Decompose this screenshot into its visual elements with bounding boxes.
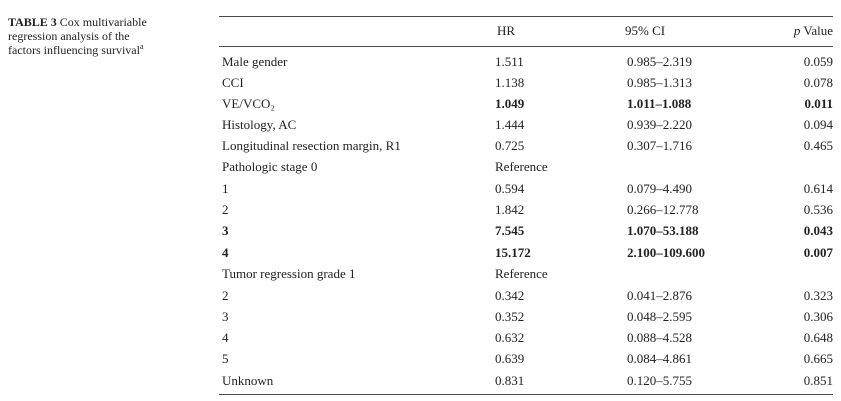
row-label: Pathologic stage 0	[222, 159, 318, 174]
row-p: 0.059	[803, 54, 833, 69]
row-label: Male gender	[222, 54, 288, 69]
row-ci: 0.079–4.490	[627, 181, 692, 196]
row-ci: 0.041–2.876	[627, 288, 692, 303]
row-hr: Reference	[495, 266, 548, 281]
row-label: 2	[222, 202, 229, 217]
table-header-row	[219, 20, 833, 41]
table-row	[219, 263, 833, 284]
row-label: 3	[222, 309, 229, 324]
row-label: 5	[222, 351, 229, 366]
row-ci: 1.011–1.088	[627, 96, 692, 111]
row-ci: 0.088–4.528	[627, 330, 692, 345]
row-p: 0.665	[803, 351, 833, 366]
row-p: 0.851	[803, 373, 833, 388]
row-hr: 0.725	[495, 138, 525, 153]
row-p: 0.465	[803, 138, 833, 153]
row-p: 0.536	[803, 202, 833, 217]
row-ci: 0.939–2.220	[627, 117, 692, 132]
row-ci: 0.048–2.595	[627, 309, 692, 324]
table-row	[219, 178, 833, 199]
table-row	[219, 199, 833, 220]
table-row	[219, 220, 833, 241]
row-p: 0.078	[803, 75, 833, 90]
row-ci: 0.307–1.716	[627, 138, 692, 153]
row-label: Unknown	[222, 373, 274, 388]
row-p: 0.043	[803, 223, 833, 238]
table-header-rule	[219, 46, 833, 47]
row-p: 0.614	[803, 181, 833, 196]
row-label: Histology, AC	[222, 117, 297, 132]
header-ci: 95% CI	[625, 23, 666, 38]
caption-line-1: Cox multivariable	[59, 15, 147, 29]
caption-line-3: factors influencing survival	[8, 43, 140, 57]
row-hr: 0.639	[495, 351, 525, 366]
row-label: 4	[222, 330, 229, 345]
row-p: 0.011	[804, 96, 833, 111]
row-hr: 0.594	[495, 181, 525, 196]
table-row	[219, 135, 833, 156]
row-ci: 2.100–109.600	[627, 245, 705, 260]
row-hr: 1.049	[495, 96, 525, 111]
row-p: 0.323	[803, 288, 833, 303]
row-p: 0.007	[803, 245, 833, 260]
header-p-rest: Value	[800, 23, 833, 38]
row-ci: 1.070–53.188	[627, 223, 699, 238]
row-hr: 15.172	[495, 245, 531, 260]
row-hr: 0.831	[495, 373, 525, 388]
table-row	[219, 72, 833, 93]
table-row	[219, 306, 833, 327]
row-label: 1	[222, 181, 229, 196]
table-caption	[8, 15, 198, 57]
table-row	[219, 327, 833, 348]
row-ci: 0.985–1.313	[627, 75, 692, 90]
table-label: TABLE 3	[8, 15, 57, 29]
row-ci: 0.120–5.755	[627, 373, 692, 388]
row-hr: 0.342	[495, 288, 525, 303]
table-row	[219, 285, 833, 306]
row-label: 4	[222, 245, 229, 260]
table-row	[219, 93, 833, 114]
row-label: CCI	[222, 75, 244, 90]
row-label: 3	[222, 223, 229, 238]
header-hr: HR	[497, 23, 516, 38]
table-row	[219, 51, 833, 72]
row-hr: 0.632	[495, 330, 525, 345]
table-row	[219, 156, 833, 177]
row-p: 0.648	[803, 330, 833, 345]
table-row	[219, 242, 833, 263]
table-top-rule	[219, 16, 833, 17]
row-hr: Reference	[495, 159, 548, 174]
row-hr: 1.444	[495, 117, 525, 132]
table-row	[219, 370, 833, 391]
table-row	[219, 114, 833, 135]
row-hr: 1.842	[495, 202, 525, 217]
row-p: 0.094	[803, 117, 833, 132]
caption-footnote-mark: a	[139, 42, 144, 51]
row-label: VE/VCO₂	[222, 96, 275, 111]
row-hr: 1.138	[495, 75, 525, 90]
row-label: Longitudinal resection margin, R1	[222, 138, 401, 153]
caption-line-2: regression analysis of the	[8, 29, 130, 43]
header-p-italic: p	[793, 23, 801, 38]
row-hr: 0.352	[495, 309, 525, 324]
table-row	[219, 348, 833, 369]
row-label: Tumor regression grade 1	[222, 266, 356, 281]
row-p: 0.306	[803, 309, 833, 324]
row-hr: 7.545	[495, 223, 525, 238]
table-bottom-rule	[219, 394, 833, 395]
row-label: 2	[222, 288, 229, 303]
row-ci: 0.084–4.861	[627, 351, 692, 366]
row-ci: 0.266–12.778	[627, 202, 699, 217]
header-p-value	[794, 20, 833, 41]
row-ci: 0.985–2.319	[627, 54, 692, 69]
row-hr: 1.511	[495, 54, 524, 69]
